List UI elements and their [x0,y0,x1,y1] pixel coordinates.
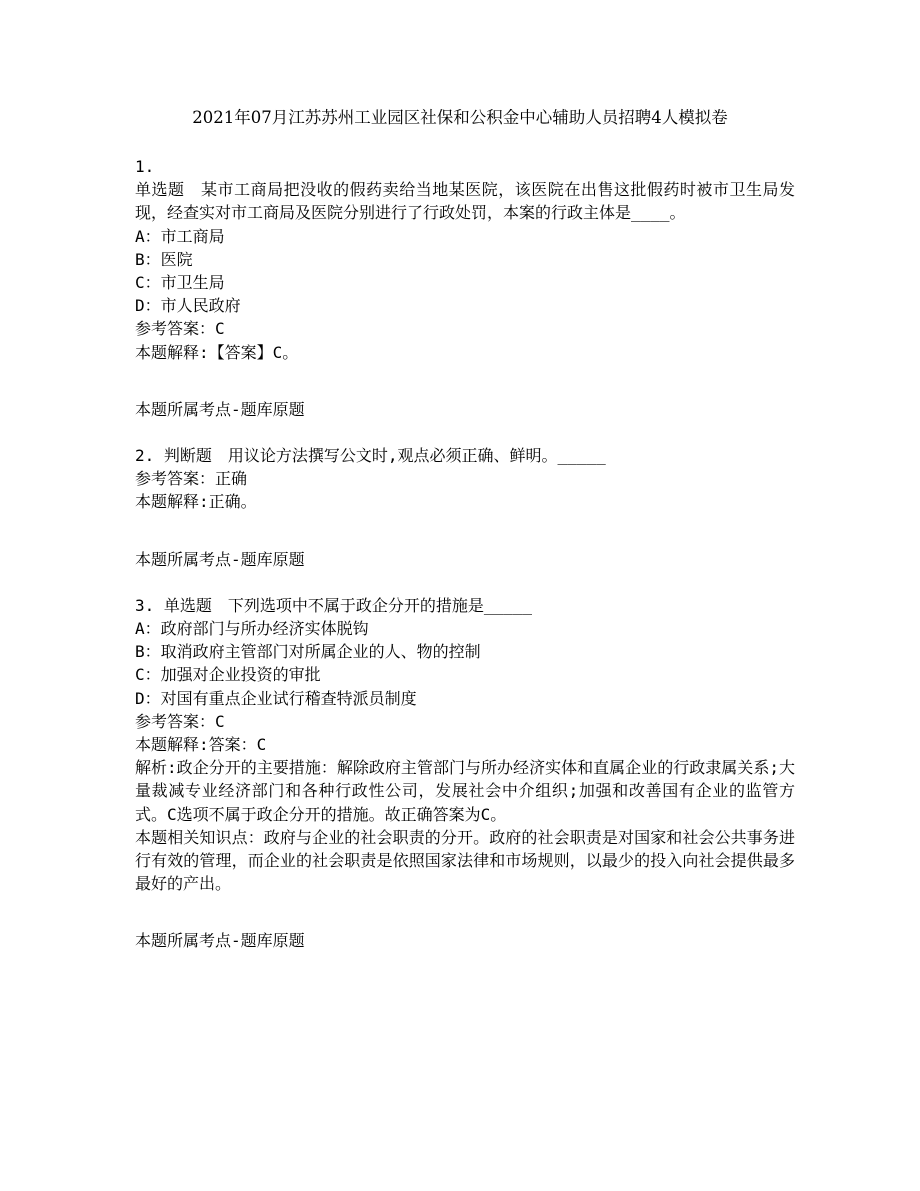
option-d: D：对国有重点企业试行稽查特派员制度 [135,688,417,708]
explanation: 本题解释:答案：C [135,735,267,755]
reference-answer: 参考答案：C [135,711,225,731]
question-2 [135,444,795,514]
knowledge-point: 本题所属考点-题库原题 [135,399,305,419]
explanation: 本题解释:正确。 [135,492,257,512]
question-stem: 3. 单选题 下列选项中不属于政企分开的措施是_____ [135,595,533,615]
explanation: 本题解释:【答案】C。 [135,342,299,362]
document-title: 2021年07月江苏苏州工业园区社保和公积金中心辅助人员招聘4人模拟卷 [192,108,728,127]
option-b: B：取消政府主管部门对所属企业的人、物的控制 [135,642,481,662]
option-a: A：市工商局 [135,226,225,246]
question-number: 1. [135,157,155,176]
question-stem: 单选题 某市工商局把没收的假药卖给当地某医院，该医院在出售这批假药时被市卫生局发现，经查实对市工商局及医院分别进行了行政处罚，本案的行政主体是____。 [135,180,795,223]
option-c: C：市卫生局 [135,273,225,293]
document-content [135,155,795,953]
related-knowledge-paragraph: 本题相关知识点：政府与企业的社会职责的分开。政府的社会职责是对国家和社会公共事务进行有效的管理，而企业的社会职责是依照国家法律和市场规则，以最少的投入向社会提供最多最好的产出。 [135,827,795,894]
question-stem: 2. 判断题 用议论方法撰写公文时,观点必须正确、鲜明。_____ [135,446,606,466]
option-c: C：加强对企业投资的审批 [135,665,321,685]
question-3 [135,594,795,896]
analysis-paragraph: 解析:政企分开的主要措施：解除政府主管部门与所办经济实体和直属企业的行政隶属关系;大量裁减专业经济部门和各种行政性公司，发展社会中介组织;加强和改善国有企业的监管方式。C选项不属于政企分开的措施。故正确答案为C。 [135,758,795,824]
question-1 [135,155,795,364]
option-a: A：政府部门与所办经济实体脱钩 [135,619,369,639]
knowledge-point: 本题所属考点-题库原题 [135,931,305,951]
knowledge-point: 本题所属考点-题库原题 [135,549,305,569]
reference-answer: 参考答案：C [135,319,225,339]
option-d: D：市人民政府 [135,296,241,316]
reference-answer: 参考答案：正确 [135,469,248,489]
option-b: B：医院 [135,249,193,269]
